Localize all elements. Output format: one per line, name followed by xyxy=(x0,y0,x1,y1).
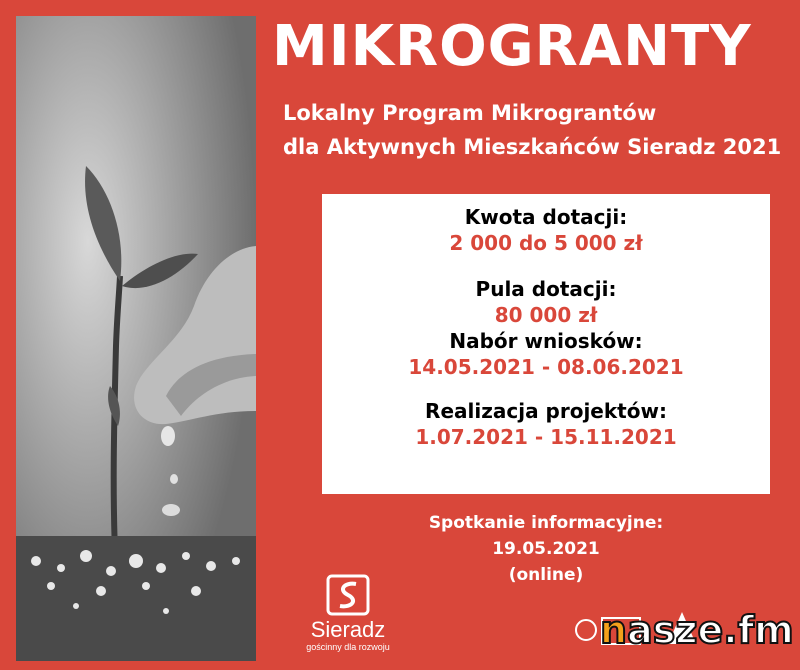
realization-block xyxy=(322,398,770,450)
pool-value: 80 000 zł xyxy=(494,303,598,327)
realization-label: Realizacja projektów: xyxy=(425,399,667,423)
applications-value: 14.05.2021 - 08.06.2021 xyxy=(408,355,684,379)
seedling-illustration xyxy=(16,16,256,661)
amount-value: 2 000 do 5 000 zł xyxy=(449,231,643,255)
program-subtitle xyxy=(283,96,793,164)
realization-value: 1.07.2021 - 15.11.2021 xyxy=(415,425,677,449)
grant-info-box xyxy=(322,194,770,494)
pool-applications-block xyxy=(322,276,770,380)
applications-label: Nabór wniosków: xyxy=(449,329,643,353)
meeting-mode: (online) xyxy=(508,565,584,585)
poster-title: MIKROGRANTY xyxy=(272,14,752,79)
subtitle-line-2: dla Aktywnych Mieszkańców Sieradz 2021 xyxy=(283,135,782,159)
amount-block xyxy=(322,204,770,256)
seedling-photo xyxy=(16,16,256,661)
subtitle-line-1: Lokalny Program Mikrograntów xyxy=(283,101,657,125)
watermark-first-letter: n xyxy=(600,608,628,652)
watermark-rest: asze.fm xyxy=(627,608,794,652)
sieradz-logo xyxy=(296,574,400,654)
sieradz-logo-tagline: gościnny dla rozwoju xyxy=(306,642,390,652)
pool-label: Pula dotacji: xyxy=(475,277,617,301)
sieradz-emblem-icon xyxy=(326,574,370,616)
meeting-date: 19.05.2021 xyxy=(492,539,600,559)
sieradz-logo-name: Sieradz xyxy=(310,617,386,642)
naszefm-watermark xyxy=(600,606,794,654)
meeting-label: Spotkanie informacyjne: xyxy=(428,513,664,533)
amount-label: Kwota dotacji: xyxy=(464,205,628,229)
